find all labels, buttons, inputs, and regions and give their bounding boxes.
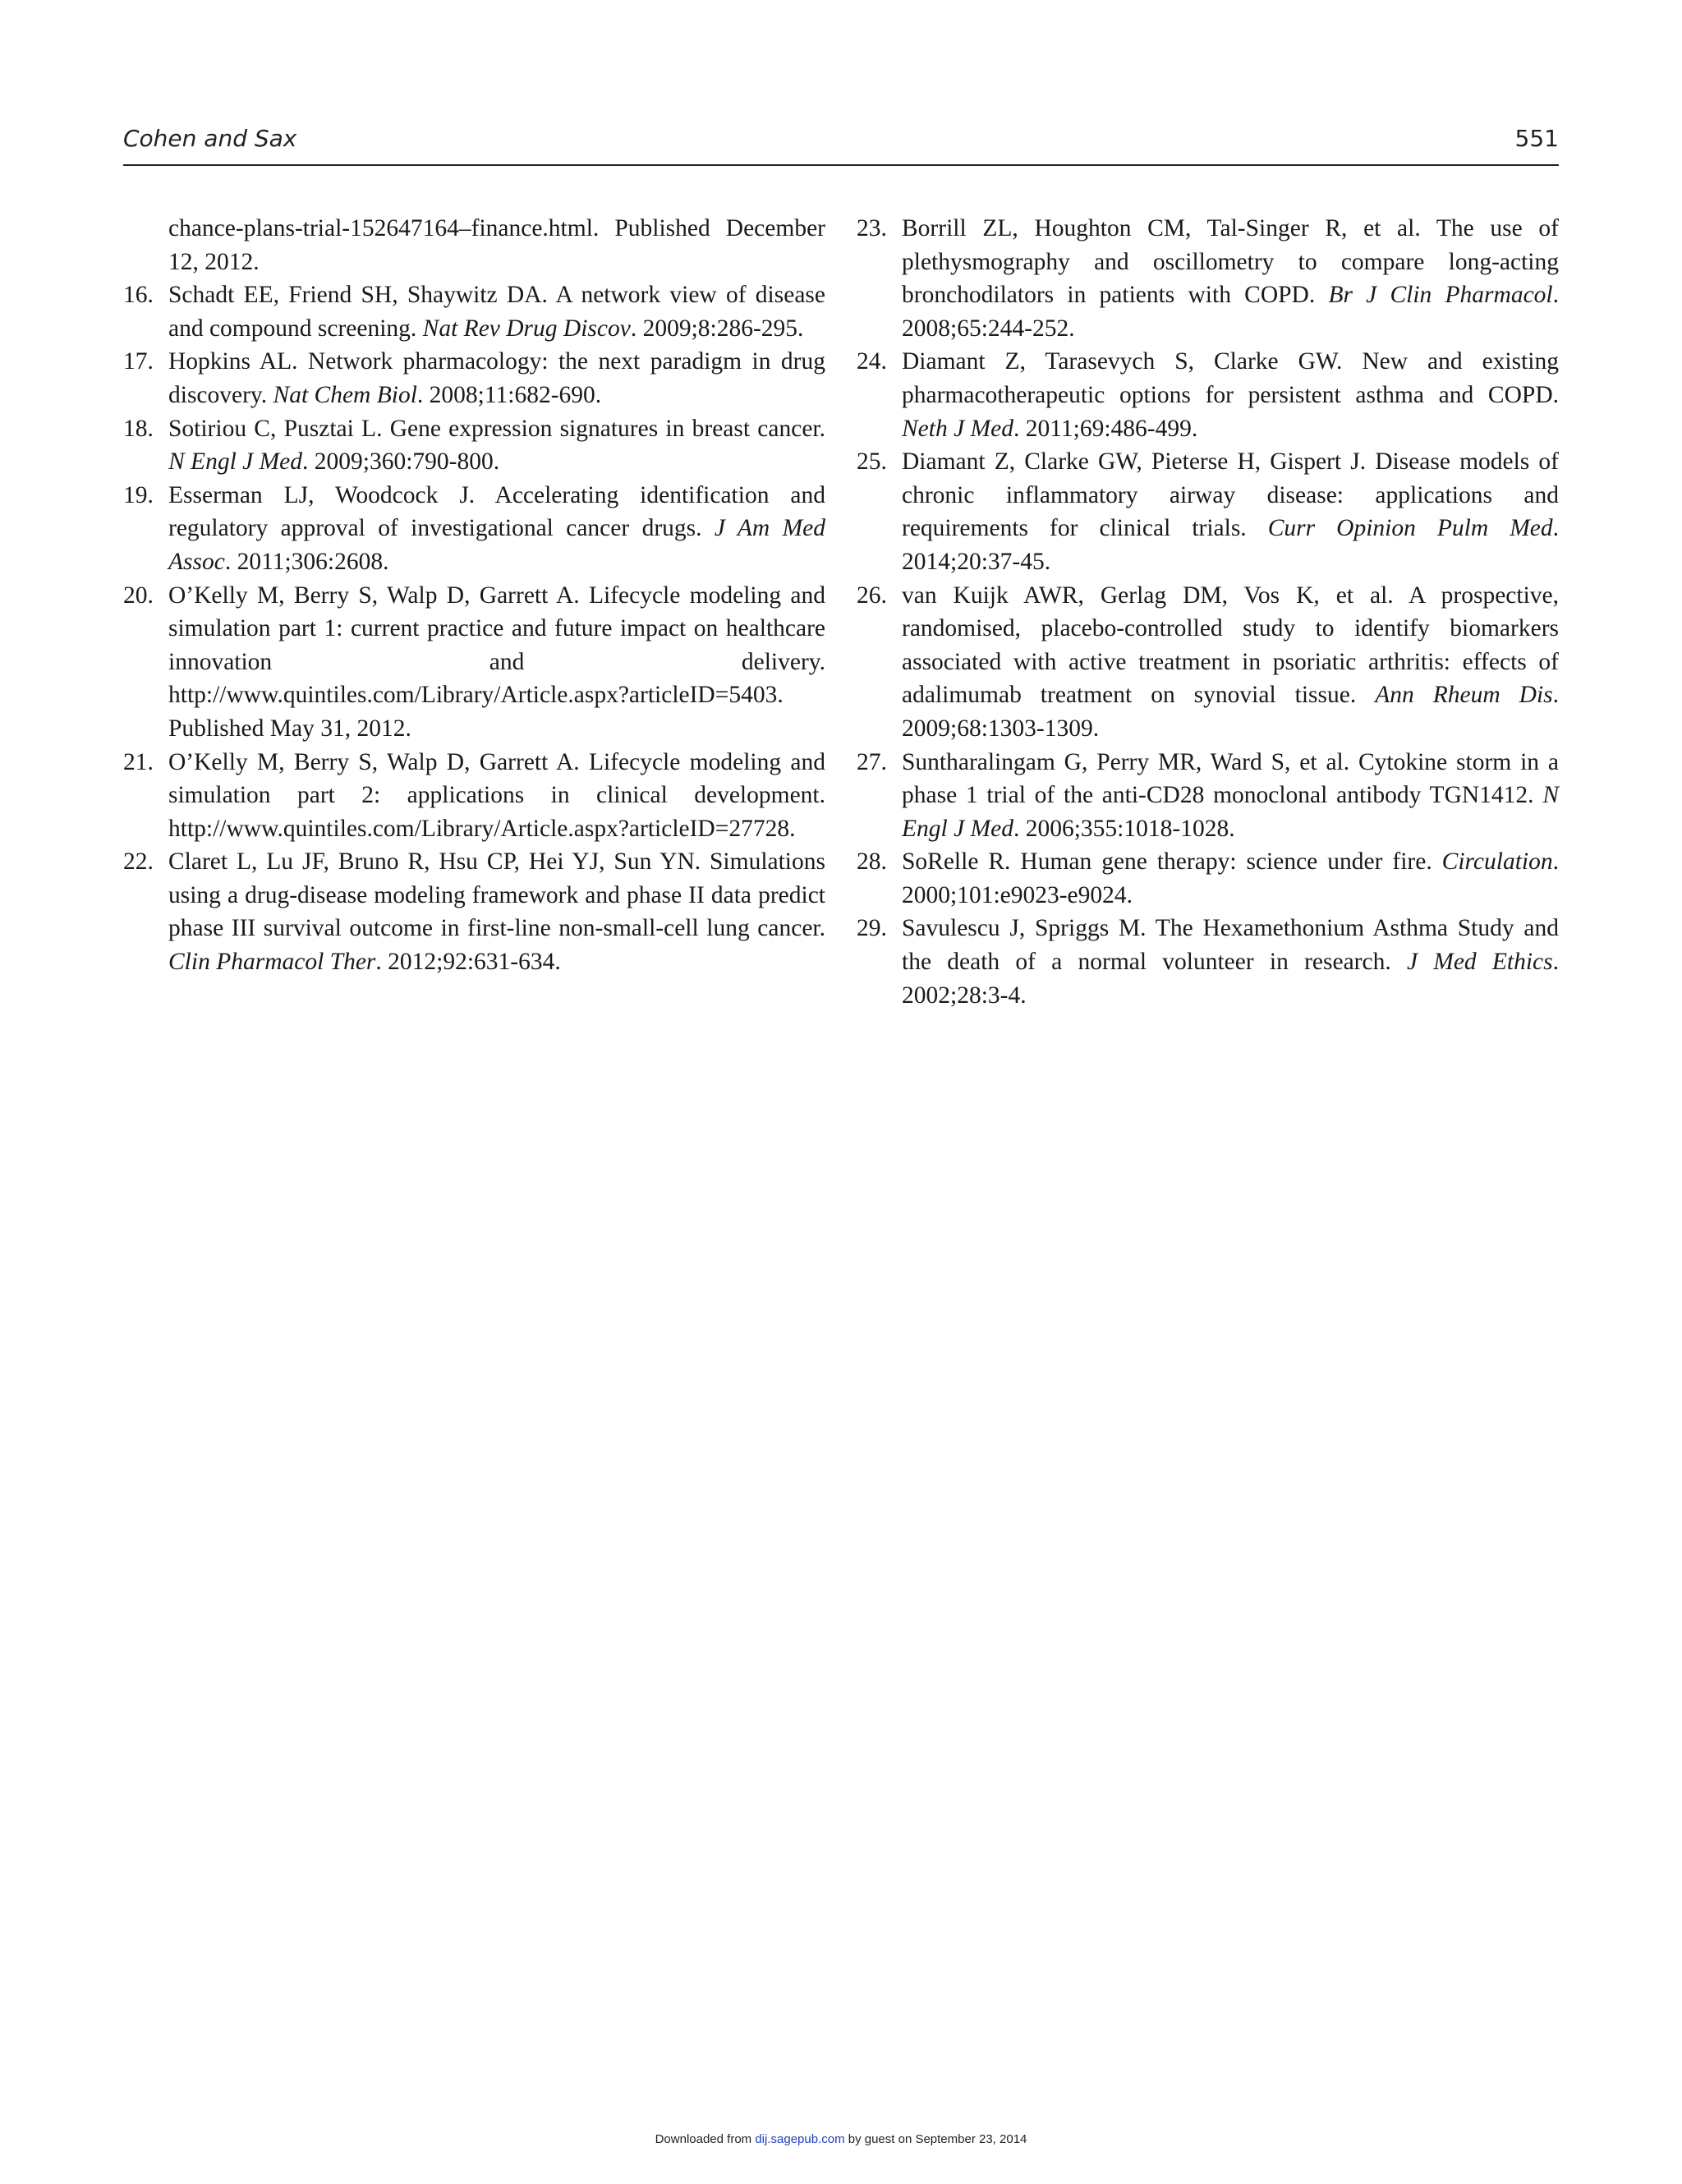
reference-citation: . 2008;65:244-252. <box>902 282 1559 342</box>
reference-number: 25. <box>857 448 887 476</box>
reference-item <box>123 278 825 345</box>
reference-number: 22. <box>123 848 154 876</box>
reference-journal: Nat Rev Drug Discov <box>422 315 631 342</box>
reference-continuation <box>123 212 825 278</box>
reference-text: O’Kelly M, Berry S, Walp D, Garrett A. Lifecycle modeling and simulation part 1: current practice and future impact on healthcare innovation and delivery. http://www.quintiles.com/Library/Article.aspx?articleID=5403. Published May 31, 2012. <box>168 582 825 742</box>
reference-journal: J Med Ethics <box>1406 949 1553 976</box>
references-right-column <box>857 212 1559 1012</box>
reference-citation: . 2009;68:1303-1309. <box>902 682 1559 742</box>
reference-item <box>857 845 1559 912</box>
reference-number: 28. <box>857 848 887 876</box>
reference-journal: N Engl J Med <box>902 782 1559 842</box>
reference-continuation-text: chance-plans-trial-152647164–finance.html. Published December 12, 2012. <box>168 215 825 275</box>
reference-text: van Kuijk AWR, Gerlag DM, Vos K, et al. A prospective, randomised, placebo-controlled study to identify biomarkers associated with active treatment in psoriatic arthritis: effects of adalimumab treatment on synovial tissue. <box>902 582 1559 709</box>
reference-journal: Circulation <box>1441 848 1553 876</box>
reference-item <box>857 746 1559 846</box>
reference-citation: . 2002;28:3-4. <box>902 949 1560 1009</box>
reference-number: 16. <box>123 282 154 309</box>
right-reference-list <box>857 212 1559 1012</box>
reference-item <box>123 845 825 978</box>
reference-item <box>123 412 825 479</box>
reference-text: Schadt EE, Friend SH, Shaywitz DA. A network view of disease and compound screening. <box>168 282 825 342</box>
reference-citation: . 2006;355:1018-1028. <box>1013 815 1235 842</box>
references-left-column <box>123 212 825 979</box>
reference-text: Borrill ZL, Houghton CM, Tal-Singer R, et al. The use of plethysmography and oscillometry to compare long-acting bronchodilators in patients with COPD. <box>902 215 1559 309</box>
reference-citation: . 2014;20:37-45. <box>902 515 1559 575</box>
reference-item <box>123 579 825 746</box>
footer-suffix: by guest on September 23, 2014 <box>844 2132 1027 2146</box>
reference-text: O’Kelly M, Berry S, Walp D, Garrett A. Lifecycle modeling and simulation part 2: applications in clinical development. http://www.quintiles.com/Library/Article.aspx?articleID=27728. <box>168 748 825 842</box>
reference-journal: Clin Pharmacol Ther <box>168 949 376 976</box>
reference-item <box>857 445 1559 578</box>
reference-journal: J Am Med Assoc <box>168 515 825 575</box>
reference-item <box>857 912 1559 1012</box>
reference-item <box>123 345 825 412</box>
reference-text: Savulescu J, Spriggs M. The Hexamethonium Asthma Study and the death of a normal volunteer in research. <box>902 915 1559 976</box>
reference-item <box>857 345 1559 445</box>
reference-text: Hopkins AL. Network pharmacology: the next paradigm in drug discovery. <box>168 348 825 408</box>
reference-citation: . 2011;306:2608. <box>224 548 389 575</box>
reference-item <box>857 579 1559 746</box>
reference-text: Claret L, Lu JF, Bruno R, Hsu CP, Hei YJ, Sun YN. Simulations using a drug-disease modeling framework and phase II data predict phase III survival outcome in first-line non-small-cell lung cancer. <box>168 848 825 942</box>
reference-text: Sotiriou C, Pusztai L. Gene expression signatures in breast cancer. <box>168 415 825 442</box>
reference-item <box>123 479 825 579</box>
reference-citation: . 2012;92:631-634. <box>375 949 561 976</box>
reference-number: 19. <box>123 481 154 508</box>
download-footer <box>0 2132 1682 2146</box>
reference-number: 21. <box>123 748 154 775</box>
reference-number: 23. <box>857 215 887 241</box>
reference-number: 17. <box>123 348 154 375</box>
left-reference-list <box>123 278 825 978</box>
page-number: 551 <box>1514 125 1559 152</box>
reference-number: 27. <box>857 748 887 775</box>
reference-citation: . 2009;8:286-295. <box>630 315 804 342</box>
reference-number: 18. <box>123 415 154 442</box>
running-head <box>123 123 1559 166</box>
reference-citation: . 2000;101:e9023-e9024. <box>902 848 1559 908</box>
reference-journal: Neth J Med <box>902 415 1013 442</box>
reference-item <box>857 212 1559 345</box>
reference-text: Diamant Z, Clarke GW, Pieterse H, Gispert J. Disease models of chronic inflammatory airway disease: applications and requirements for clinical trials. <box>902 448 1559 542</box>
footer-link[interactable]: dij.sagepub.com <box>755 2132 845 2146</box>
reference-number: 24. <box>857 348 887 375</box>
reference-number: 20. <box>123 582 154 609</box>
reference-journal: N Engl J Med <box>168 448 303 476</box>
reference-text: SoRelle R. Human gene therapy: science under fire. <box>902 848 1442 876</box>
reference-journal: Br J Clin Pharmacol <box>1328 282 1553 309</box>
footer-prefix: Downloaded from <box>655 2132 756 2146</box>
reference-citation: . 2008;11:682-690. <box>416 381 602 408</box>
reference-citation: . 2011;69:486-499. <box>1013 415 1198 442</box>
reference-journal: Ann Rheum Dis <box>1375 682 1553 709</box>
reference-text: Esserman LJ, Woodcock J. Accelerating identification and regulatory approval of investigational cancer drugs. <box>168 481 825 542</box>
reference-text: Diamant Z, Tarasevych S, Clarke GW. New and existing pharmacotherapeutic options for persistent asthma and COPD. <box>902 348 1559 408</box>
running-head-authors: Cohen and Sax <box>123 125 297 152</box>
reference-citation: . 2009;360:790-800. <box>302 448 500 476</box>
reference-journal: Nat Chem Biol <box>273 381 417 408</box>
reference-text: Suntharalingam G, Perry MR, Ward S, et al. Cytokine storm in a phase 1 trial of the anti-CD28 monoclonal antibody TGN1412. <box>902 748 1559 809</box>
reference-journal: Curr Opinion Pulm Med <box>1267 515 1553 542</box>
reference-number: 26. <box>857 582 887 609</box>
reference-item <box>123 746 825 846</box>
reference-number: 29. <box>857 915 887 942</box>
